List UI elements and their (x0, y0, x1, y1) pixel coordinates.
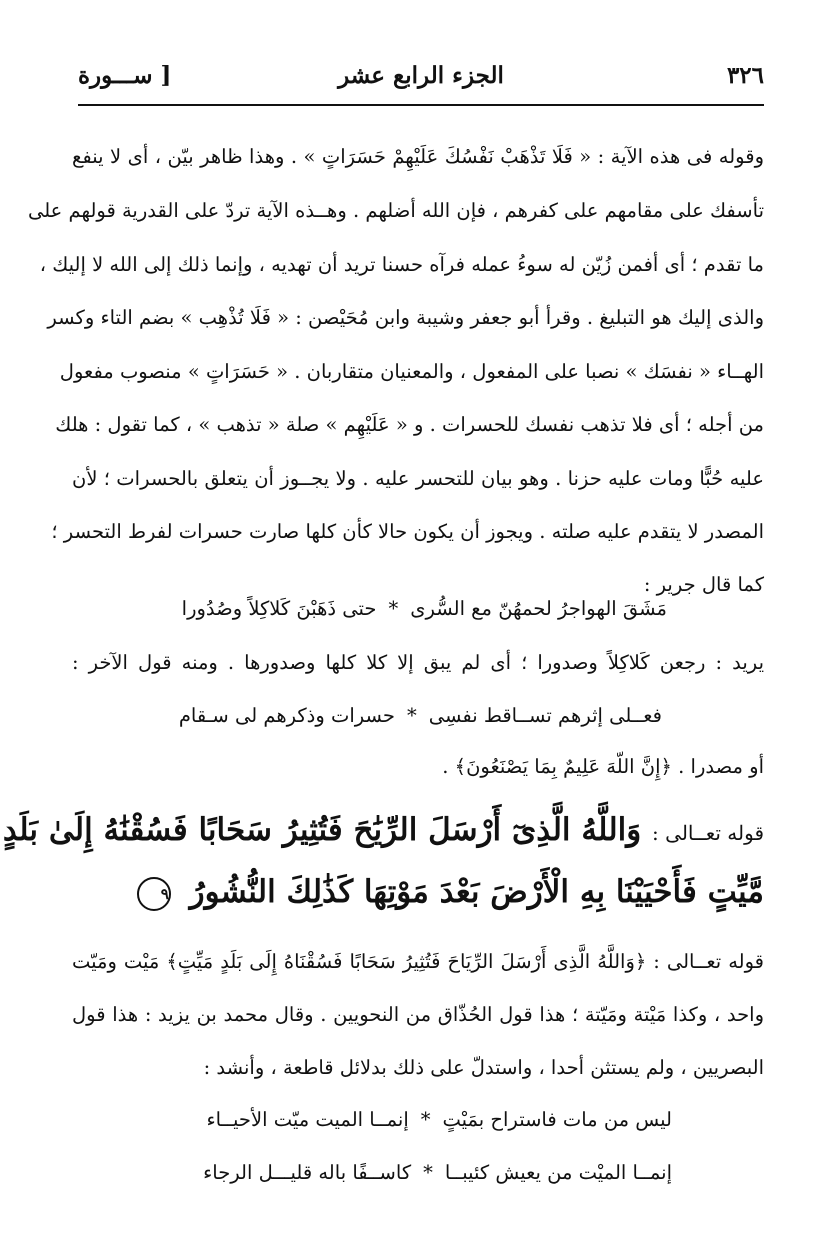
verse-hemistich-left: كاســفًا باله قليـــل الرجاء (203, 1161, 412, 1184)
verse-separator: * (406, 704, 417, 727)
verse-separator: * (388, 597, 399, 620)
text-line: واحد ، وكذا مَيْتة ومَيّتة ؛ هذا قول الحُذّاق من النحويين . وقال محمد بن يزيد : هذا قول (72, 1003, 764, 1026)
text-line: أو مصدرا . ﴿إِنَّ اللّهَ عَلِيمٌ بِمَا يَصْنَعُونَ﴾ . (442, 755, 764, 778)
text-line: قوله تعــالى : ﴿وَاللَّهُ الَّذِى أَرْسَلَ الرِّيَاحَ فَتُثِيرُ سَحَابًا فَسُقْنَاهُ إِلَى بَلَدٍ مَيِّتٍ﴾ مَيْت ومَيّت (72, 950, 764, 973)
text-line: وقوله فى هذه الآية : « فَلَا تَذْهَبْ نَفْسُكَ عَلَيْهِمْ حَسَرَاتٍ » . وهذا ظاهر بيّن ، أى لا ينفع (72, 145, 764, 168)
poetry-verse (179, 701, 662, 731)
sura-label: [ ســـورة (78, 62, 172, 89)
text-line: المصدر لا يتقدم عليه صلته . ويجوز أن يكون حالا كأن كلها صارت حسرات لفرط التحسر ؛ (51, 520, 764, 543)
text-line: كما قال جرير : (643, 573, 764, 596)
poetry-verse (207, 1105, 673, 1135)
quran-verse-line (72, 868, 764, 916)
verse-hemistich-right: مَشَقَ الهواجرُ لحمهُنّ مع السُّرى (410, 597, 667, 620)
verse-hemistich-left: حتى ذَهَبْنَ كَلاكِلاً وصُدُورا (181, 597, 377, 620)
text-line: البصريين ، ولم يستثن أحدا ، واستدلّ على ذلك بدلائل قاطعة ، وأنشد : (203, 1056, 764, 1079)
verse-hemistich-left: إنمــا الميت ميّت الأحيــاء (206, 1108, 409, 1131)
text-line: يريد : رجعن كَلاكِلاً وصدورا ؛ أى لم يبق إلا كلا كلها وصدورها . ومنه قول الآخر : (72, 651, 764, 674)
ayah-number-marker: ٩ (137, 877, 171, 911)
text-line: الهــاء « نفسَك » نصبا على المفعول ، والمعنيان متقاربان . « حَسَرَاتٍ » منصوب مفعول (59, 360, 764, 383)
page-number: ٣٢٦ (726, 62, 764, 89)
page-header (78, 60, 764, 100)
text-line: والذى إليك هو التبليغ . وقرأ أبو جعفر وشيبة وابن مُحَيْصن : « فَلَا تُذْهِب » بضم التاء وكسر (47, 306, 764, 329)
verse-hemistich-left: حسرات وذكرهم لى سـقام (178, 704, 395, 727)
header-rule (78, 104, 764, 106)
verse-separator: * (423, 1161, 433, 1184)
running-title: الجزء الرابع عشر (338, 62, 504, 89)
poetry-verse (203, 1158, 672, 1188)
verse-hemistich-right: ليس من مات فاستراح بمَيْتٍ (442, 1108, 672, 1131)
text-line: عليه حُبًّا ومات عليه حزنا . وهو بيان للتحسر عليه . ولا يجــوز أن يتعلق بالحسرات ؛ لأن (72, 467, 764, 490)
quran-text: وَاللَّهُ الَّذِىٓ أَرْسَلَ الرِّيَٰحَ فَتُثِيرُ سَحَابًا فَسُقْنَٰهُ إِلَىٰ بَلَدٍ (2, 812, 642, 848)
verse-hemistich-right: فعــلى إثرهم تســاقط نفسِى (428, 704, 662, 727)
verse-hemistich-right: إنمــا الميْت من يعيش كئيبــا (444, 1161, 672, 1184)
text-line: من أجله ؛ أى فلا تذهب نفسك للحسرات . و « عَلَيْهِم » صلة « تذهب » ، كما تقول : هلك (55, 413, 764, 436)
text-line: ما تقدم ؛ أى أفمن زُيّن له سوءُ عمله فرآه حسنا تريد أن تهديه ، وإنما ذلك إلى الله لا إليك ، (39, 253, 764, 276)
quran-text: مَّيِّتٍ فَأَحْيَيْنَا بِهِ الْأَرْضَ بَعْدَ مَوْتِهَا كَذَٰلِكَ النُّشُورُ (189, 874, 764, 910)
quran-lead: قوله تعــالى : (652, 821, 764, 845)
verse-separator: * (420, 1108, 431, 1131)
quran-verse-line (2, 806, 764, 857)
poetry-verse (182, 594, 667, 624)
text-line: تأسفك على مقامهم على كفرهم ، فإن الله أضلهم . وهــذه الآية تردّ على القدرية قولهم على (27, 199, 764, 222)
